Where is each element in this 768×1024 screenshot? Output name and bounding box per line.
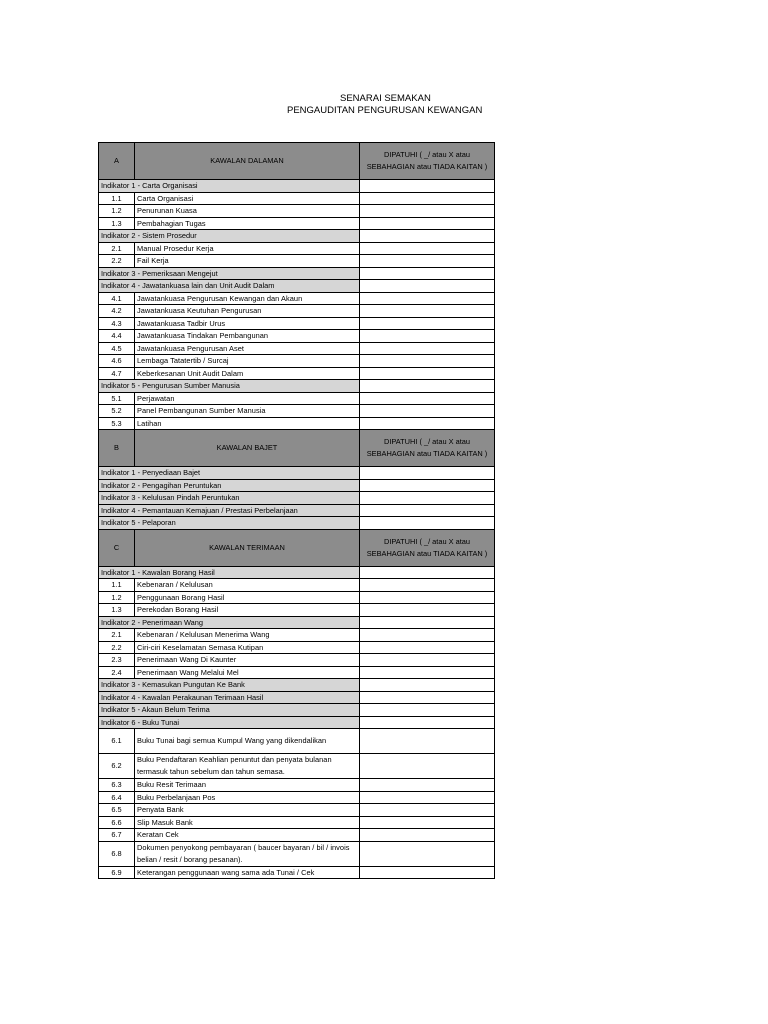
checklist-item-row: [99, 205, 495, 218]
section-header-row: [99, 430, 495, 467]
indicator-row: [99, 566, 495, 579]
item-number: 1.1: [99, 579, 135, 592]
item-number: 4.4: [99, 330, 135, 343]
item-number: 5.1: [99, 392, 135, 405]
status-cell: [360, 380, 495, 393]
item-text: Perekodan Borang Hasil: [135, 604, 360, 617]
indicator-row: [99, 679, 495, 692]
item-number: 2.3: [99, 654, 135, 667]
item-number: 6.2: [99, 754, 135, 779]
item-number: 4.3: [99, 317, 135, 330]
status-cell: [360, 579, 495, 592]
status-cell: [360, 704, 495, 717]
checklist-item-row: [99, 317, 495, 330]
indicator-row: [99, 479, 495, 492]
item-text: Jawatankuasa Pengurusan Kewangan dan Akaun: [135, 292, 360, 305]
section-letter: A: [99, 143, 135, 180]
indicator-label: Indikator 2 - Pengagihan Peruntukan: [99, 479, 360, 492]
status-cell: [360, 342, 495, 355]
item-text: Slip Masuk Bank: [135, 816, 360, 829]
status-cell: [360, 504, 495, 517]
checklist-item-row: [99, 355, 495, 368]
item-text: Kebenaran / Kelulusan Menerima Wang: [135, 629, 360, 642]
item-text: Keberkesanan Unit Audit Dalam: [135, 367, 360, 380]
item-text: Kebenaran / Kelulusan: [135, 579, 360, 592]
checklist-item-row: [99, 604, 495, 617]
indicator-label: Indikator 5 - Pelaporan: [99, 517, 360, 530]
indicator-row: [99, 267, 495, 280]
status-cell: [360, 517, 495, 530]
item-number: 2.1: [99, 629, 135, 642]
item-text: Keterangan penggunaan wang sama ada Tunai / Cek: [135, 866, 360, 879]
indicator-label: Indikator 2 - Sistem Prosedur: [99, 230, 360, 243]
status-column-heading: DIPATUHI ( _/ atau X atau SEBAHAGIAN atau TIADA KAITAN ): [360, 529, 495, 566]
indicator-row: [99, 492, 495, 505]
item-text: Dokumen penyokong pembayaran ( baucer bayaran / bil / invois belian / resit / borang pesanan).: [135, 841, 360, 866]
indicator-label: Indikator 6 - Buku Tunai: [99, 716, 360, 729]
indicator-row: [99, 716, 495, 729]
indicator-label: Indikator 3 - Kemasukan Pungutan Ke Bank: [99, 679, 360, 692]
item-text: Jawatankuasa Pengurusan Aset: [135, 342, 360, 355]
item-number: 6.8: [99, 841, 135, 866]
item-number: 5.3: [99, 417, 135, 430]
item-text: Penyata Bank: [135, 804, 360, 817]
item-number: 6.3: [99, 779, 135, 792]
status-cell: [360, 779, 495, 792]
status-cell: [360, 754, 495, 779]
status-cell: [360, 691, 495, 704]
status-cell: [360, 405, 495, 418]
item-number: 4.5: [99, 342, 135, 355]
status-cell: [360, 604, 495, 617]
status-cell: [360, 816, 495, 829]
checklist-item-row: [99, 841, 495, 866]
indicator-row: [99, 517, 495, 530]
item-number: 5.2: [99, 405, 135, 418]
status-column-heading: DIPATUHI ( _/ atau X atau SEBAHAGIAN atau TIADA KAITAN ): [360, 430, 495, 467]
item-text: Penerimaan Wang Melalui Mel: [135, 666, 360, 679]
status-cell: [360, 192, 495, 205]
status-cell: [360, 280, 495, 293]
status-cell: [360, 716, 495, 729]
status-cell: [360, 479, 495, 492]
status-column-heading: DIPATUHI ( _/ atau X atau SEBAHAGIAN atau TIADA KAITAN ): [360, 143, 495, 180]
status-cell: [360, 305, 495, 318]
indicator-label: Indikator 1 - Kawalan Borang Hasil: [99, 566, 360, 579]
item-text: Perjawatan: [135, 392, 360, 405]
item-text: Jawatankuasa Keutuhan Pengurusan: [135, 305, 360, 318]
checklist-item-row: [99, 591, 495, 604]
item-text: Panel Pembangunan Sumber Manusia: [135, 405, 360, 418]
checklist-item-row: [99, 367, 495, 380]
item-number: 4.6: [99, 355, 135, 368]
status-cell: [360, 255, 495, 268]
item-number: 4.7: [99, 367, 135, 380]
section-letter: C: [99, 529, 135, 566]
item-text: Penurunan Kuasa: [135, 205, 360, 218]
status-cell: [360, 616, 495, 629]
checklist-item-row: [99, 641, 495, 654]
status-cell: [360, 367, 495, 380]
item-number: 4.1: [99, 292, 135, 305]
indicator-label: Indikator 5 - Pengurusan Sumber Manusia: [99, 380, 360, 393]
status-cell: [360, 467, 495, 480]
item-text: Latihan: [135, 417, 360, 430]
item-number: 1.2: [99, 205, 135, 218]
item-number: 6.5: [99, 804, 135, 817]
status-cell: [360, 217, 495, 230]
indicator-label: Indikator 3 - Pemeriksaan Mengejut: [99, 267, 360, 280]
item-text: Buku Tunai bagi semua Kumpul Wang yang dikendalikan: [135, 729, 360, 754]
item-text: Lembaga Tatatertib / Surcaj: [135, 355, 360, 368]
checklist-item-row: [99, 330, 495, 343]
item-number: 6.4: [99, 791, 135, 804]
status-cell: [360, 841, 495, 866]
indicator-label: Indikator 5 - Akaun Belum Terima: [99, 704, 360, 717]
item-number: 1.3: [99, 604, 135, 617]
status-cell: [360, 267, 495, 280]
checklist-item-row: [99, 804, 495, 817]
item-number: 1.3: [99, 217, 135, 230]
indicator-row: [99, 616, 495, 629]
section-header-row: [99, 529, 495, 566]
title-line-1: SENARAI SEMAKAN: [340, 93, 431, 104]
checklist-item-row: [99, 666, 495, 679]
item-text: Keratan Cek: [135, 829, 360, 842]
status-cell: [360, 641, 495, 654]
status-cell: [360, 242, 495, 255]
indicator-label: Indikator 1 - Penyediaan Bajet: [99, 467, 360, 480]
checklist-item-row: [99, 192, 495, 205]
item-text: Penggunaan Borang Hasil: [135, 591, 360, 604]
status-cell: [360, 829, 495, 842]
indicator-label: Indikator 1 - Carta Organisasi: [99, 180, 360, 193]
item-text: Buku Resit Terimaan: [135, 779, 360, 792]
checklist-item-row: [99, 217, 495, 230]
status-cell: [360, 866, 495, 879]
item-number: 2.2: [99, 255, 135, 268]
status-cell: [360, 392, 495, 405]
section-letter: B: [99, 430, 135, 467]
indicator-row: [99, 380, 495, 393]
item-number: 2.1: [99, 242, 135, 255]
title-line-2: PENGAUDITAN PENGURUSAN KEWANGAN: [287, 105, 483, 116]
status-cell: [360, 629, 495, 642]
item-number: 1.1: [99, 192, 135, 205]
checklist-item-row: [99, 242, 495, 255]
status-cell: [360, 317, 495, 330]
indicator-label: Indikator 4 - Kawalan Perakaunan Terimaan Hasil: [99, 691, 360, 704]
checklist-item-row: [99, 292, 495, 305]
checklist-item-row: [99, 392, 495, 405]
status-cell: [360, 654, 495, 667]
indicator-row: [99, 467, 495, 480]
checklist-item-row: [99, 866, 495, 879]
indicator-label: Indikator 4 - Pemantauan Kemajuan / Prestasi Perbelanjaan: [99, 504, 360, 517]
item-text: Ciri-ciri Keselamatan Semasa Kutipan: [135, 641, 360, 654]
status-cell: [360, 492, 495, 505]
indicator-row: [99, 704, 495, 717]
item-text: Jawatankuasa Tindakan Pembangunan: [135, 330, 360, 343]
indicator-row: [99, 180, 495, 193]
checklist-item-row: [99, 342, 495, 355]
item-text: Buku Perbelanjaan Pos: [135, 791, 360, 804]
status-cell: [360, 591, 495, 604]
item-number: 1.2: [99, 591, 135, 604]
status-cell: [360, 330, 495, 343]
item-text: Pembahagian Tugas: [135, 217, 360, 230]
status-cell: [360, 180, 495, 193]
status-cell: [360, 729, 495, 754]
indicator-row: [99, 504, 495, 517]
section-heading: KAWALAN BAJET: [135, 430, 360, 467]
status-cell: [360, 292, 495, 305]
checklist-item-row: [99, 629, 495, 642]
indicator-label: Indikator 4 - Jawatankuasa lain dan Unit Audit Dalam: [99, 280, 360, 293]
item-number: 4.2: [99, 305, 135, 318]
status-cell: [360, 791, 495, 804]
item-text: Carta Organisasi: [135, 192, 360, 205]
item-text: Penerimaan Wang Di Kaunter: [135, 654, 360, 667]
checklist-item-row: [99, 829, 495, 842]
status-cell: [360, 566, 495, 579]
indicator-row: [99, 691, 495, 704]
item-number: 2.4: [99, 666, 135, 679]
item-number: 6.6: [99, 816, 135, 829]
checklist-item-row: [99, 754, 495, 779]
checklist-item-row: [99, 417, 495, 430]
indicator-label: Indikator 2 - Penerimaan Wang: [99, 616, 360, 629]
indicator-row: [99, 230, 495, 243]
item-text: Fail Kerja: [135, 255, 360, 268]
checklist-table: [98, 142, 495, 879]
checklist-item-row: [99, 405, 495, 418]
checklist-item-row: [99, 654, 495, 667]
section-header-row: [99, 143, 495, 180]
item-number: 2.2: [99, 641, 135, 654]
status-cell: [360, 355, 495, 368]
status-cell: [360, 230, 495, 243]
item-number: 6.9: [99, 866, 135, 879]
indicator-label: Indikator 3 - Kelulusan Pindah Peruntukan: [99, 492, 360, 505]
item-text: Buku Pendaftaran Keahlian penuntut dan penyata bulanan termasuk tahun sebelum dan tahun semasa.: [135, 754, 360, 779]
status-cell: [360, 417, 495, 430]
checklist-item-row: [99, 816, 495, 829]
item-text: Manual Prosedur Kerja: [135, 242, 360, 255]
indicator-row: [99, 280, 495, 293]
checklist-item-row: [99, 579, 495, 592]
item-text: Jawatankuasa Tadbir Urus: [135, 317, 360, 330]
section-heading: KAWALAN TERIMAAN: [135, 529, 360, 566]
checklist-item-row: [99, 255, 495, 268]
item-number: 6.1: [99, 729, 135, 754]
status-cell: [360, 679, 495, 692]
checklist-item-row: [99, 305, 495, 318]
status-cell: [360, 666, 495, 679]
status-cell: [360, 205, 495, 218]
section-heading: KAWALAN DALAMAN: [135, 143, 360, 180]
checklist-item-row: [99, 791, 495, 804]
checklist-item-row: [99, 729, 495, 754]
checklist-item-row: [99, 779, 495, 792]
item-number: 6.7: [99, 829, 135, 842]
status-cell: [360, 804, 495, 817]
